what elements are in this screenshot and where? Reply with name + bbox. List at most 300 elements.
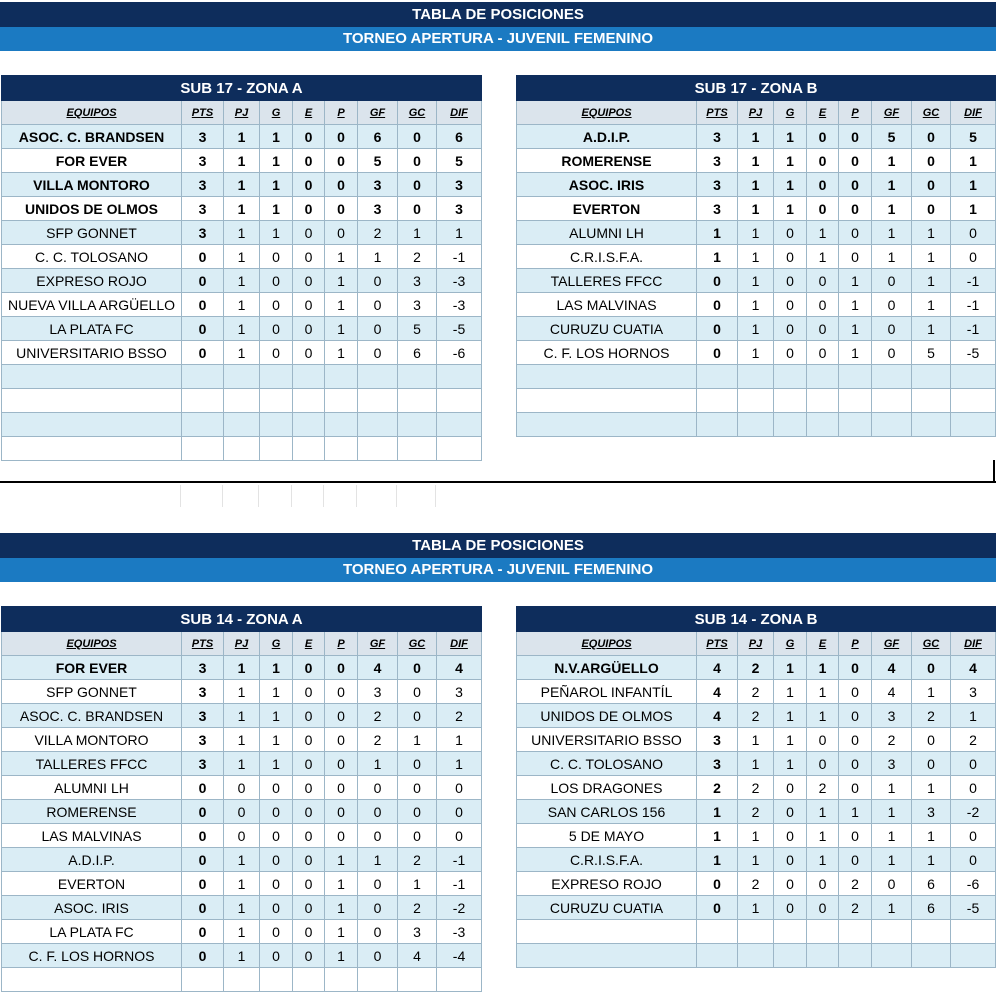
goals-against: 5 — [398, 317, 437, 341]
goals-for: 2 — [872, 728, 912, 752]
goals-for: 0 — [358, 872, 398, 896]
goals-against: 0 — [912, 149, 951, 173]
played: 1 — [224, 221, 260, 245]
points: 3 — [182, 197, 224, 221]
table-row — [517, 704, 996, 728]
table-row — [517, 776, 996, 800]
goals-for: 1 — [872, 173, 912, 197]
team-name: LA PLATA FC — [2, 317, 182, 341]
column-header: GF — [872, 632, 912, 656]
points: 3 — [697, 173, 738, 197]
goals-for: 0 — [358, 800, 398, 824]
goals-against: 1 — [912, 776, 951, 800]
won: 0 — [774, 800, 807, 824]
column-header: DIF — [951, 101, 996, 125]
column-header: G — [260, 632, 293, 656]
column-header: PTS — [697, 101, 738, 125]
points: 0 — [182, 920, 224, 944]
table-row — [517, 824, 996, 848]
drawn: 0 — [293, 848, 325, 872]
played: 1 — [224, 125, 260, 149]
drawn: 0 — [293, 149, 325, 173]
goal-diff: 3 — [437, 173, 482, 197]
drawn: 0 — [293, 824, 325, 848]
goals-against: 0 — [912, 173, 951, 197]
points: 4 — [697, 656, 738, 680]
goal-diff: -3 — [437, 269, 482, 293]
played — [738, 389, 774, 413]
goals-against: 0 — [398, 824, 437, 848]
team-name: EXPRESO ROJO — [2, 269, 182, 293]
lost: 1 — [325, 245, 358, 269]
drawn: 1 — [807, 848, 839, 872]
team-name — [2, 365, 182, 389]
goals-for: 0 — [358, 776, 398, 800]
goal-diff: 4 — [437, 656, 482, 680]
goals-against: 1 — [912, 680, 951, 704]
goals-against: 3 — [912, 800, 951, 824]
goal-diff: -4 — [437, 944, 482, 968]
column-header: GC — [912, 632, 951, 656]
table-row — [517, 173, 996, 197]
table-row — [2, 125, 482, 149]
goals-for: 1 — [872, 896, 912, 920]
team-name: ROMERENSE — [2, 800, 182, 824]
goals-for: 3 — [358, 680, 398, 704]
points: 3 — [697, 125, 738, 149]
goals-against: 1 — [398, 728, 437, 752]
goals-against: 0 — [912, 125, 951, 149]
goals-for: 1 — [872, 800, 912, 824]
played — [224, 968, 260, 992]
goals-against — [912, 413, 951, 437]
won: 1 — [774, 197, 807, 221]
drawn: 0 — [293, 245, 325, 269]
played: 0 — [224, 824, 260, 848]
lost: 2 — [839, 896, 872, 920]
goals-against: 0 — [398, 680, 437, 704]
drawn: 0 — [807, 317, 839, 341]
played: 1 — [738, 221, 774, 245]
lost: 0 — [839, 824, 872, 848]
goal-diff — [951, 413, 996, 437]
drawn: 1 — [807, 824, 839, 848]
points: 0 — [182, 848, 224, 872]
goals-against: 5 — [912, 341, 951, 365]
goal-diff: 3 — [437, 197, 482, 221]
team-name: CURUZU CUATIA — [517, 896, 697, 920]
team-name: FOR EVER — [2, 149, 182, 173]
played: 1 — [224, 680, 260, 704]
won: 0 — [774, 245, 807, 269]
lost: 0 — [839, 776, 872, 800]
team-name: SFP GONNET — [2, 680, 182, 704]
goals-for: 0 — [872, 269, 912, 293]
drawn: 0 — [293, 173, 325, 197]
points: 3 — [182, 149, 224, 173]
team-name: CURUZU CUATIA — [517, 317, 697, 341]
team-name: C. C. TOLOSANO — [517, 752, 697, 776]
goals-for: 0 — [358, 317, 398, 341]
goals-for: 0 — [872, 317, 912, 341]
team-name: UNIVERSITARIO BSSO — [2, 341, 182, 365]
title-row — [517, 607, 996, 632]
points: 0 — [182, 776, 224, 800]
drawn — [807, 944, 839, 968]
points: 4 — [697, 704, 738, 728]
played: 0 — [224, 800, 260, 824]
goals-for: 3 — [872, 704, 912, 728]
lost: 1 — [325, 872, 358, 896]
drawn: 2 — [807, 776, 839, 800]
goals-against — [912, 389, 951, 413]
drawn: 0 — [293, 704, 325, 728]
goal-diff: -3 — [437, 920, 482, 944]
goals-against: 1 — [912, 245, 951, 269]
won: 0 — [774, 848, 807, 872]
won: 0 — [260, 317, 293, 341]
goals-against — [398, 365, 437, 389]
won: 0 — [774, 872, 807, 896]
points: 1 — [697, 245, 738, 269]
goals-for: 4 — [358, 656, 398, 680]
standings-table-sub17-zona-a — [1, 75, 482, 461]
won: 1 — [774, 149, 807, 173]
won: 1 — [260, 221, 293, 245]
team-name: NUEVA VILLA ARGÜELLO — [2, 293, 182, 317]
table-row — [2, 896, 482, 920]
lost: 1 — [325, 269, 358, 293]
team-name: ROMERENSE — [517, 149, 697, 173]
won: 0 — [774, 317, 807, 341]
lost: 0 — [325, 656, 358, 680]
lost: 0 — [839, 245, 872, 269]
table-row — [2, 656, 482, 680]
goal-diff — [437, 968, 482, 992]
team-name: UNIDOS DE OLMOS — [517, 704, 697, 728]
lost: 1 — [839, 341, 872, 365]
goals-for: 0 — [872, 872, 912, 896]
won: 1 — [260, 173, 293, 197]
points: 0 — [182, 896, 224, 920]
table-title: SUB 17 - ZONA A — [2, 76, 482, 101]
goal-diff: 1 — [437, 728, 482, 752]
won: 1 — [260, 656, 293, 680]
table-title: SUB 17 - ZONA B — [517, 76, 996, 101]
won: 1 — [774, 704, 807, 728]
team-name — [517, 365, 697, 389]
table-row — [517, 413, 996, 437]
goal-diff: -1 — [437, 872, 482, 896]
goal-diff: 0 — [951, 776, 996, 800]
goals-against: 1 — [912, 293, 951, 317]
lost: 0 — [839, 656, 872, 680]
goals-against: 0 — [398, 149, 437, 173]
column-header: GF — [358, 101, 398, 125]
won: 1 — [260, 149, 293, 173]
won: 1 — [774, 125, 807, 149]
played: 0 — [224, 776, 260, 800]
won — [774, 944, 807, 968]
drawn: 0 — [293, 293, 325, 317]
points: 0 — [182, 800, 224, 824]
goal-diff: 0 — [951, 752, 996, 776]
points: 3 — [697, 149, 738, 173]
divider-tick — [993, 460, 995, 482]
lost: 0 — [325, 197, 358, 221]
table-row — [2, 776, 482, 800]
goals-against: 1 — [912, 317, 951, 341]
goals-for — [872, 920, 912, 944]
goals-for — [872, 944, 912, 968]
goals-for: 0 — [872, 293, 912, 317]
table-row — [517, 293, 996, 317]
table-row — [517, 365, 996, 389]
table-title: SUB 14 - ZONA B — [517, 607, 996, 632]
played: 1 — [224, 197, 260, 221]
title-row — [2, 76, 482, 101]
drawn: 0 — [293, 221, 325, 245]
drawn: 0 — [293, 752, 325, 776]
banner-subtitle: TORNEO APERTURA - JUVENIL FEMENINO — [0, 27, 996, 51]
lost: 0 — [839, 197, 872, 221]
points: 3 — [182, 704, 224, 728]
team-name: A.D.I.P. — [517, 125, 697, 149]
drawn — [293, 413, 325, 437]
drawn — [293, 437, 325, 461]
played: 2 — [738, 656, 774, 680]
column-header: PTS — [182, 101, 224, 125]
table-row — [2, 197, 482, 221]
lost: 1 — [839, 800, 872, 824]
goals-for — [358, 413, 398, 437]
points: 3 — [697, 197, 738, 221]
won: 1 — [774, 656, 807, 680]
drawn: 1 — [807, 704, 839, 728]
goal-diff — [437, 437, 482, 461]
table-row — [2, 752, 482, 776]
column-header: E — [807, 101, 839, 125]
goal-diff: -6 — [437, 341, 482, 365]
lost: 1 — [839, 269, 872, 293]
drawn: 0 — [293, 776, 325, 800]
team-name — [517, 920, 697, 944]
goal-diff: -1 — [437, 848, 482, 872]
standings-table-sub14-zona-b — [516, 606, 996, 968]
goal-diff: 4 — [951, 656, 996, 680]
goal-diff: -1 — [951, 293, 996, 317]
goals-for — [358, 968, 398, 992]
lost: 0 — [839, 848, 872, 872]
goals-against: 0 — [398, 656, 437, 680]
goals-for: 0 — [358, 269, 398, 293]
points — [182, 437, 224, 461]
points: 3 — [182, 728, 224, 752]
team-name: A.D.I.P. — [2, 848, 182, 872]
table-row — [2, 269, 482, 293]
points: 3 — [182, 752, 224, 776]
points: 3 — [182, 221, 224, 245]
goals-against: 6 — [398, 341, 437, 365]
won: 1 — [774, 680, 807, 704]
goal-diff — [437, 365, 482, 389]
team-name: TALLERES FFCC — [2, 752, 182, 776]
played — [738, 365, 774, 389]
goals-for: 1 — [872, 221, 912, 245]
table-row — [2, 680, 482, 704]
won: 0 — [260, 776, 293, 800]
goal-diff — [951, 389, 996, 413]
played — [224, 365, 260, 389]
drawn: 0 — [293, 944, 325, 968]
goals-against: 3 — [398, 293, 437, 317]
column-header: DIF — [951, 632, 996, 656]
column-header: PJ — [738, 101, 774, 125]
team-name: PEÑAROL INFANTÍL — [517, 680, 697, 704]
drawn: 0 — [807, 896, 839, 920]
played: 2 — [738, 680, 774, 704]
played: 1 — [738, 824, 774, 848]
drawn: 0 — [293, 920, 325, 944]
gridline — [258, 485, 259, 507]
team-name: LAS MALVINAS — [517, 293, 697, 317]
table-row — [2, 221, 482, 245]
played: 2 — [738, 776, 774, 800]
lost — [325, 389, 358, 413]
column-header: PJ — [738, 632, 774, 656]
table-row — [517, 656, 996, 680]
team-name: SAN CARLOS 156 — [517, 800, 697, 824]
team-name: N.V.ARGÜELLO — [517, 656, 697, 680]
column-header: P — [839, 632, 872, 656]
points: 0 — [182, 293, 224, 317]
points: 1 — [697, 800, 738, 824]
goal-diff: -2 — [437, 896, 482, 920]
goals-against: 0 — [398, 752, 437, 776]
points: 0 — [182, 317, 224, 341]
won: 0 — [260, 872, 293, 896]
played: 1 — [224, 704, 260, 728]
goals-for: 3 — [872, 752, 912, 776]
column-header: PTS — [182, 632, 224, 656]
played: 1 — [224, 341, 260, 365]
column-header: P — [325, 632, 358, 656]
goals-against: 1 — [912, 269, 951, 293]
lost: 1 — [325, 920, 358, 944]
goals-against — [912, 944, 951, 968]
won: 0 — [260, 245, 293, 269]
points: 0 — [182, 341, 224, 365]
table-row — [2, 389, 482, 413]
goals-for — [358, 389, 398, 413]
team-name: VILLA MONTORO — [2, 173, 182, 197]
team-name: ASOC. IRIS — [517, 173, 697, 197]
played: 1 — [224, 269, 260, 293]
played: 1 — [738, 848, 774, 872]
section-divider — [0, 481, 996, 483]
team-name: C. F. LOS HORNOS — [2, 944, 182, 968]
won: 0 — [260, 269, 293, 293]
goal-diff: 5 — [951, 125, 996, 149]
team-name: UNIDOS DE OLMOS — [2, 197, 182, 221]
goals-against — [912, 920, 951, 944]
goals-against: 0 — [912, 728, 951, 752]
drawn — [807, 413, 839, 437]
won: 0 — [260, 848, 293, 872]
goal-diff: -1 — [951, 317, 996, 341]
lost: 0 — [839, 680, 872, 704]
table-row — [517, 317, 996, 341]
team-name — [2, 437, 182, 461]
won — [260, 968, 293, 992]
team-name: 5 DE MAYO — [517, 824, 697, 848]
goals-against: 0 — [398, 173, 437, 197]
drawn — [293, 968, 325, 992]
played — [738, 920, 774, 944]
column-header: E — [807, 632, 839, 656]
column-header: PJ — [224, 632, 260, 656]
team-name: LAS MALVINAS — [2, 824, 182, 848]
table-row — [517, 197, 996, 221]
goal-diff: 0 — [951, 221, 996, 245]
played: 1 — [738, 293, 774, 317]
lost: 0 — [325, 800, 358, 824]
played: 1 — [224, 293, 260, 317]
column-header: GC — [912, 101, 951, 125]
points: 0 — [182, 872, 224, 896]
drawn: 0 — [293, 872, 325, 896]
points: 3 — [182, 656, 224, 680]
goals-for — [872, 389, 912, 413]
points: 1 — [697, 848, 738, 872]
goals-against: 1 — [912, 824, 951, 848]
table-row — [517, 389, 996, 413]
goal-diff: 2 — [437, 704, 482, 728]
drawn: 0 — [807, 149, 839, 173]
column-header: E — [293, 632, 325, 656]
goals-for: 5 — [872, 125, 912, 149]
played: 1 — [738, 728, 774, 752]
points: 3 — [182, 125, 224, 149]
drawn: 0 — [293, 896, 325, 920]
points: 0 — [697, 317, 738, 341]
goals-for — [358, 365, 398, 389]
table-row — [517, 269, 996, 293]
won — [260, 437, 293, 461]
played: 1 — [738, 149, 774, 173]
played: 1 — [224, 317, 260, 341]
lost: 0 — [839, 728, 872, 752]
goals-against: 2 — [398, 245, 437, 269]
lost: 1 — [325, 293, 358, 317]
played: 1 — [224, 149, 260, 173]
goal-diff — [437, 413, 482, 437]
goals-for: 4 — [872, 680, 912, 704]
points — [697, 413, 738, 437]
goals-against — [912, 365, 951, 389]
table-row — [2, 317, 482, 341]
played: 1 — [738, 752, 774, 776]
won — [774, 920, 807, 944]
drawn: 1 — [807, 680, 839, 704]
banner-subtitle: TORNEO APERTURA - JUVENIL FEMENINO — [0, 558, 996, 582]
points: 3 — [697, 728, 738, 752]
column-header: G — [774, 632, 807, 656]
table-row — [2, 968, 482, 992]
won — [774, 413, 807, 437]
points — [697, 920, 738, 944]
drawn — [293, 389, 325, 413]
